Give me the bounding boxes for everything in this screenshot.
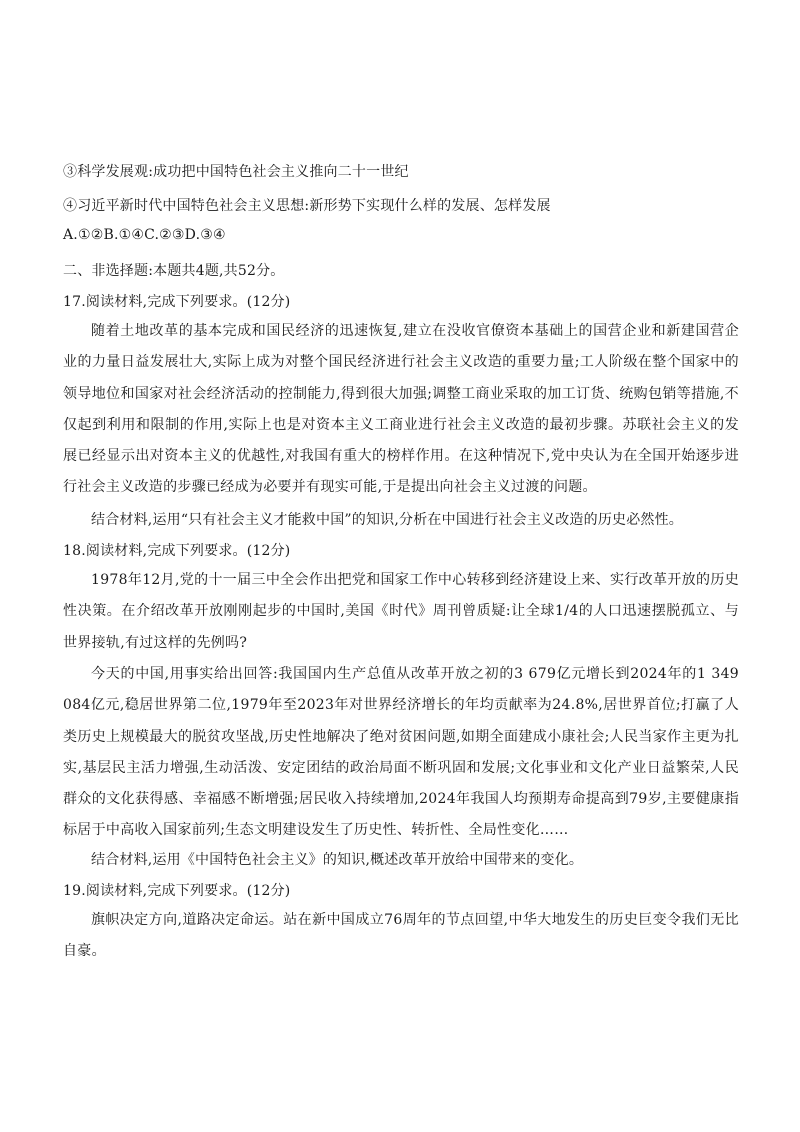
q18-title: 18.阅读材料,完成下列要求。(12分) bbox=[63, 543, 291, 559]
q18-material-2: 今天的中国,用事实给出回答:我国国内生产总值从改革开放之初的3 679亿元增长到2024年的1 349 084亿元,稳居世界第二位,1979年至2023年对世界经济增长的年均贡献率为24.8%,居世界首位;打赢了人类历史上规模最大的脱贫攻坚战,历史性地解决了绝对贫困问题,如期全面建成小康社会;人民当家作主更为扎实,基层民主活力增强,生动活泼、安定团结的政治局面不断巩固和发展;文化事业和文化产业日益繁荣,人民群众的文化获得感、幸福感不断增强;居民收入持续增加,2024年我国人均预期寿命提高到79岁,主要健康指标居于中高收入国家前列;生态文明建设发生了历史性、转折性、全局性变化…… bbox=[63, 666, 739, 839]
section-heading: 二、非选择题:本题共4题,共52分。 bbox=[63, 263, 285, 279]
q19-material: 旗帜决定方向,道路决定命运。站在新中国成立76周年的节点回望,中华大地发生的历史巨变令我们无比自豪。 bbox=[63, 912, 739, 960]
q18-material-1: 1978年12月,党的十一届三中全会作出把党和国家工作中心转移到经济建设上来、实行改革开放的历史性决策。在介绍改革开放刚刚起步的中国时,美国《时代》周刊曾质疑:让全球1/4的人口迅速摆脱孤立、与世界接轨,有过这样的先例吗? bbox=[63, 572, 739, 651]
q19-title: 19.阅读材料,完成下列要求。(12分) bbox=[63, 883, 291, 899]
answer-choices: A.①②B.①④C.②③D.③④ bbox=[63, 227, 226, 243]
q17-material: 随着土地改革的基本完成和国民经济的迅速恢复,建立在没收官僚资本基础上的国营企业和新建国营企业的力量日益发展壮大,实际上成为对整个国民经济进行社会主义改造的重要力量;工人阶级在整个国家中的领导地位和国家对社会经济活动的控制能力,得到很大加强;调整工商业采取的加工订货、统购包销等措施,不仅起到利用和限制的作用,实际上也是对资本主义工商业进行社会主义改造的最初步骤。苏联社会主义的发展已经显示出对资本主义的优越性,对我国有重大的榜样作用。在这种情况下,党中央认为在全国开始逐步进行社会主义改造的步骤已经成为必要并有现实可能,于是提出向社会主义过渡的问题。 bbox=[63, 323, 739, 496]
option-3: ③科学发展观:成功把中国特色社会主义推向二十一世纪 bbox=[63, 164, 409, 180]
q18-task: 结合材料,运用《中国特色社会主义》的知识,概述改革开放给中国带来的变化。 bbox=[91, 852, 584, 868]
q17-title: 17.阅读材料,完成下列要求。(12分) bbox=[63, 294, 291, 310]
option-4: ④习近平新时代中国特色社会主义思想:新形势下实现什么样的发展、怎样发展 bbox=[63, 198, 551, 214]
q17-task: 结合材料,运用“只有社会主义才能救中国”的知识,分析在中国进行社会主义改造的历史必然性。 bbox=[91, 512, 684, 528]
